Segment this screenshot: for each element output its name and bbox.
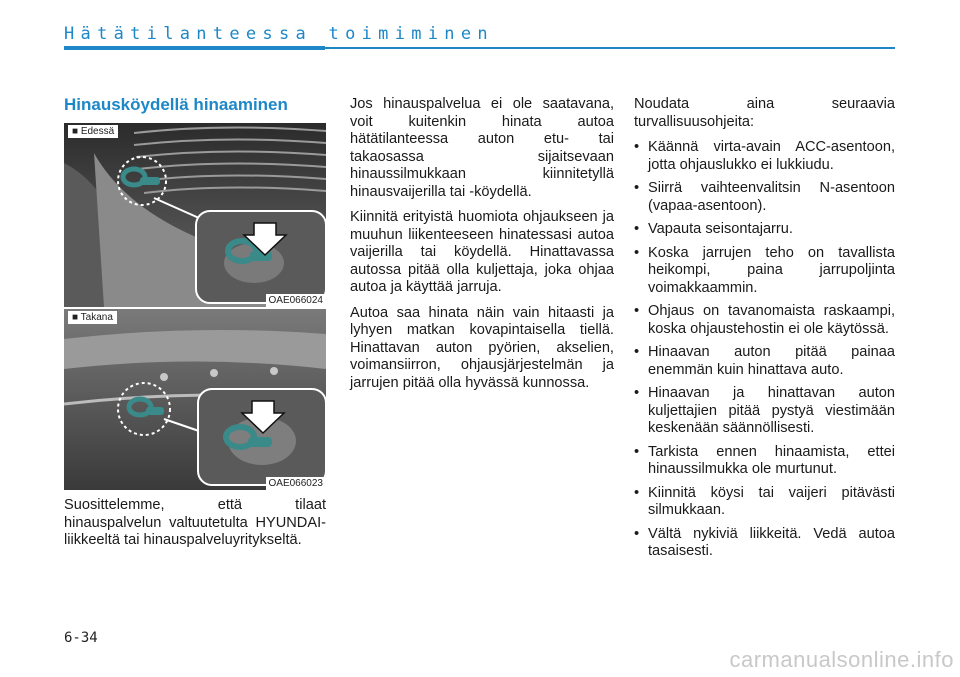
- figure-code-rear: OAE066023: [266, 477, 327, 490]
- list-item: • Käännä virta-avain ACC-asentoon, jotta ohjauslukko ei lukkiudu.: [634, 139, 895, 174]
- rear-bumper-illustration: [64, 309, 326, 490]
- list-item: • Vapauta seisontajarru.: [634, 221, 895, 239]
- list-item: • Ohjaus on tavanomaista raskaampi, koska ohjaustehostin ei ole käytössä.: [634, 303, 895, 338]
- list-item: • Hinaavan ja hinattavan auton kuljettajien pitää pystyä viestimään keskenään säännöllisesti.: [634, 385, 895, 438]
- list-item: • Hinaavan auton pitää painaa enemmän kuin hinattava auto.: [634, 344, 895, 379]
- front-tow-hook-figure: [64, 123, 326, 307]
- paragraph: Jos hinauspalvelua ei ole saatavana, voit kuitenkin hinata autoa hätätilanteessa auton etu- tai takaosassa sijaitsevaan hinaussilmukkaan kiinnitetyllä hinausvaijerilla tai -köydellä.: [350, 96, 614, 200]
- list-item: • Kiinnitä köysi tai vaijeri pitävästi silmukkaan.: [634, 485, 895, 520]
- paragraph: Kiinnitä erityistä huomiota ohjaukseen ja muuhun liikenteeseen hinatessasi autoa vaijerilla tai köydellä. Hinattavassa autossa pitää olla kuljettaja, joka ohjaa autoa ja käyttää jarruja.: [350, 209, 614, 295]
- middle-column: [350, 96, 614, 400]
- list-item: • Siirrä vaihteenvalitsin N-asentoon (vapaa-asentoon).: [634, 180, 895, 215]
- recommendation-paragraph: Suosittelemme, että tilaat hinauspalvelun valtuutetulta HYUNDAI-liikkeeltä tai hinauspalveluyritykseltä.: [64, 497, 326, 548]
- watermark: carmanualsonline.info: [729, 647, 954, 672]
- chapter-header: Hätätilanteessa toimiminen: [64, 24, 494, 44]
- header-rule-thin: [325, 47, 895, 49]
- list-item: • Vältä nykiviä liikkeitä. Vedä autoa tasaisesti.: [634, 526, 895, 561]
- paragraph: Autoa saa hinata näin vain hitaasti ja lyhyen matkan kovapintaisella tiellä. Hinattavan auton pyörien, akselien, voimansiirron, ohjausjärjestelmän ja jarrujen pitää olla hyvässä kunnossa.: [350, 304, 614, 391]
- figure-label-front: ■ Edessä: [68, 125, 118, 138]
- figure-code-front: OAE066024: [266, 294, 327, 307]
- front-bumper-illustration: [64, 123, 326, 307]
- section-title: Hinausköydellä hinaaminen: [64, 95, 288, 114]
- list-item: • Tarkista ennen hinaamista, ettei hinaussilmukka ole murtunut.: [634, 444, 895, 479]
- safety-intro: Noudata aina seuraavia turvallisuusohjeita:: [634, 96, 895, 130]
- figure-label-rear: ■ Takana: [68, 311, 117, 324]
- rear-tow-hook-figure: [64, 309, 326, 490]
- right-column: [634, 96, 895, 567]
- header-rule-thick: [64, 46, 325, 50]
- safety-list: [634, 139, 895, 561]
- page-number: 6-34: [64, 630, 98, 646]
- list-item: • Koska jarrujen teho on tavallista heikompi, paina jarrupoljinta voimakkaammin.: [634, 245, 895, 298]
